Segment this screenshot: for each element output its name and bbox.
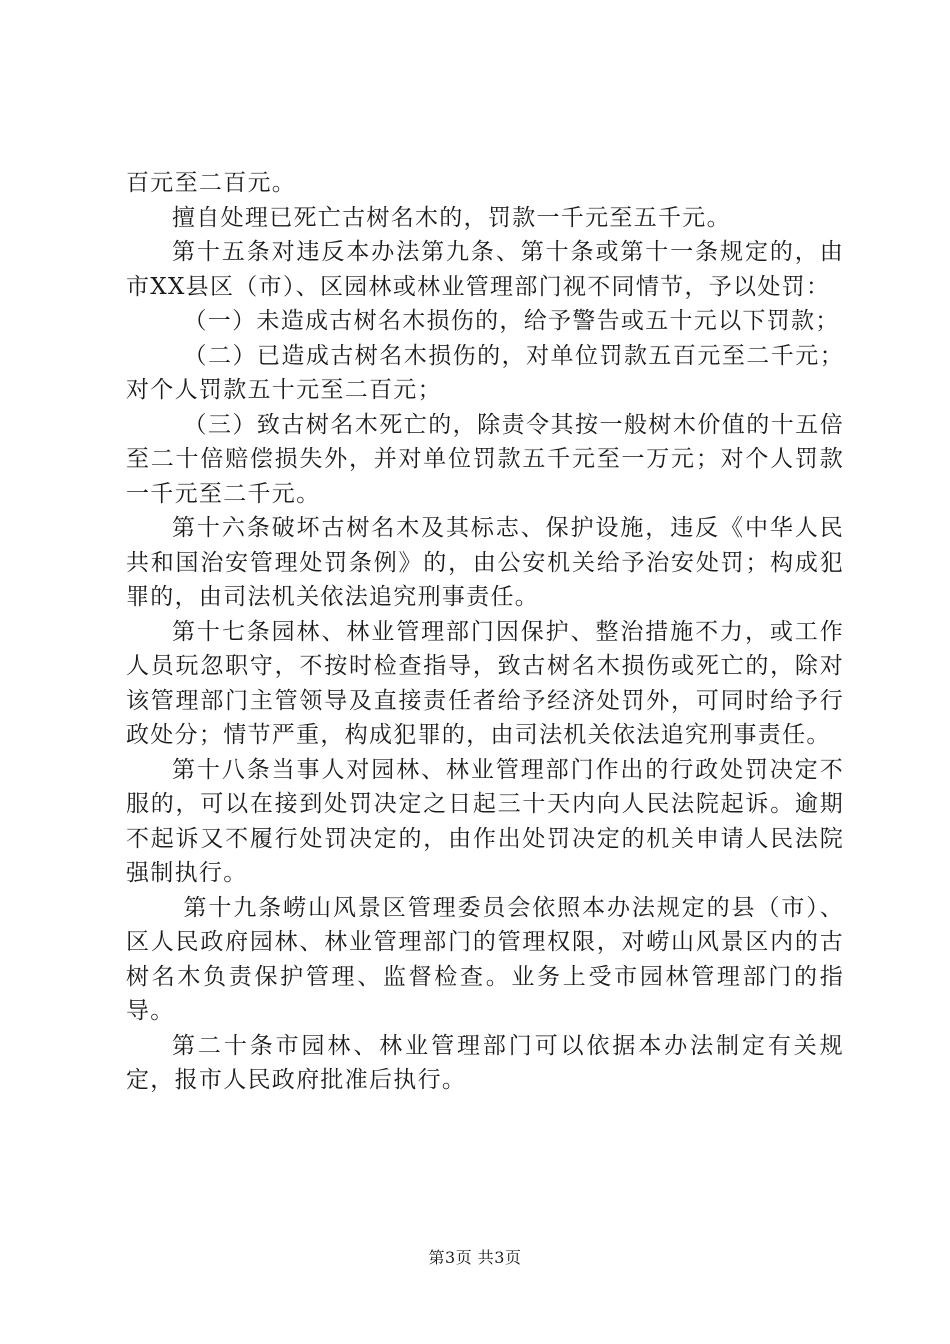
page-number-footer: 第3页 共3页	[428, 1248, 522, 1267]
paragraph-continuation: 百元至二百元。	[126, 170, 297, 196]
paragraph-article-18: 第十八条当事人对园林、林业管理部门作出的行政处罚决定不服的，可以在接到处罚决定之日起三十天内向人民法院起诉。逾期不起诉又不履行处罚决定的，由作出处罚决定的机关申请人民法院强制执行。	[126, 756, 844, 886]
paragraph-article-20: 第二十条市园林、林业管理部门可以依据本办法制定有关规定，报市人民政府批准后执行。	[126, 1032, 844, 1093]
paragraph-article-19: 第十九条崂山风景区管理委员会依照本办法规定的县（市）、区人民政府园林、林业管理部门的管理权限，对崂山风景区内的古树名木负责保护管理、监督检查。业务上受市园林管理部门的指导。	[126, 894, 844, 1024]
document-body	[126, 166, 844, 1098]
paragraph-article-17: 第十七条园林、林业管理部门因保护、整治措施不力，或工作人员玩忽职守，不按时检查指导，致古树名木损伤或死亡的，除对该管理部门主管领导及直接责任者给予经济处罚外，可同时给予行政处分；情节严重，构成犯罪的，由司法机关依法追究刑事责任。	[126, 618, 844, 748]
paragraph-article-15-item-3: （三）致古树名木死亡的，除责令其按一般树木价值的十五倍至二十倍赔偿损失外，并对单位罚款五千元至一万元；对个人罚款一千元至二千元。	[126, 411, 844, 507]
paragraph-article-15-item-1: （一）未造成古树名木损伤的，给予警告或五十元以下罚款；	[183, 308, 840, 334]
paragraph-unauthorized-disposal: 擅自处理已死亡古树名木的，罚款一千元至五千元。	[172, 204, 731, 231]
paragraph-article-15: 第十五条对违反本办法第九条、第十条或第十一条规定的，由市XX县区（市）、区园林或林业管理部门视不同情节，予以处罚：	[126, 239, 844, 300]
paragraph-article-16: 第十六条破坏古树名木及其标志、保护设施，违反《中华人民共和国治安管理处罚条例》的，由公安机关给予治安处罚；构成犯罪的，由司法机关依法追究刑事责任。	[126, 515, 844, 610]
paragraph-article-15-item-2: （二）已造成古树名木损伤的，对单位罚款五百元至二千元；对个人罚款五十元至二百元；	[126, 342, 844, 403]
